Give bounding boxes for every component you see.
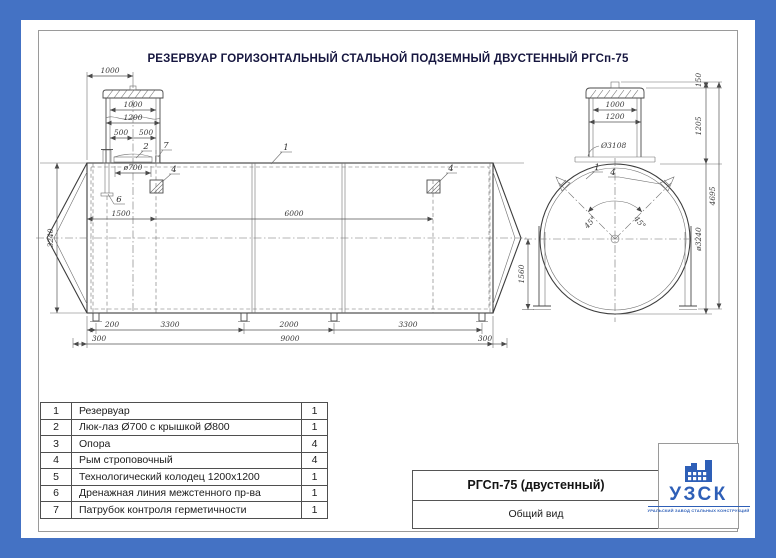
callout-end-rym: 4 (610, 168, 616, 178)
part-num: 7 (41, 502, 72, 519)
parts-table (40, 402, 328, 519)
part-name: Рым строповочный (72, 452, 302, 469)
callout-drain: 6 (116, 195, 122, 205)
dim-manhole-dia: ø700 (123, 163, 143, 172)
callout-manhole: 2 (143, 142, 149, 152)
part-name: Дренажная линия межстенного пр-ва (72, 485, 302, 502)
dim-cover-height: 150 (694, 72, 703, 88)
model-label: РГСп-75 (двустенный) (413, 471, 659, 501)
dim-total-height: 4695 (708, 186, 717, 206)
part-num: 4 (41, 452, 72, 469)
table-row (41, 452, 328, 469)
dim-rym-offset: 1500 (111, 209, 131, 218)
dim-support-offset: 200 (104, 320, 120, 329)
callout-rym-right: 4 (448, 164, 454, 174)
logo-subtitle: УРАЛЬСКИЙ ЗАВОД СТАЛЬНЫХ КОНСТРУКЦИЙ (648, 506, 750, 514)
part-qty: 1 (302, 403, 328, 420)
part-num: 5 (41, 469, 72, 486)
table-row (41, 502, 328, 519)
dim-end-well-outer: 1200 (605, 112, 625, 121)
table-row (41, 419, 328, 436)
dim-head-right: 300 (477, 334, 493, 343)
dim-support-mid: 2000 (279, 320, 299, 329)
logo-abbr: УЗСК (669, 483, 728, 505)
dim-shell-dia: ø3240 (694, 227, 703, 251)
part-name: Люк-лаз Ø700 с крышкой Ø800 (72, 419, 302, 436)
part-num: 6 (41, 485, 72, 502)
dim-angle-left: 45° (582, 214, 598, 231)
part-qty: 1 (302, 419, 328, 436)
callout-rym-left: 4 (171, 165, 177, 175)
callout-end-tank: 1 (594, 163, 600, 173)
dim-shell-length: 9000 (280, 334, 300, 343)
part-qty: 1 (302, 469, 328, 486)
part-qty: 4 (302, 436, 328, 453)
dim-support-height: 1560 (517, 264, 526, 284)
dim-well-inner: 1000 (123, 100, 143, 109)
company-logo (647, 443, 750, 529)
callout-control-pipe: 7 (163, 141, 169, 151)
part-qty: 1 (302, 502, 328, 519)
factory-icon (682, 459, 716, 484)
part-qty: 1 (302, 485, 328, 502)
dim-support-span2: 3300 (398, 320, 418, 329)
dim-support-span1: 3300 (160, 320, 180, 329)
dim-shell-height: 3240 (46, 228, 55, 248)
table-row (41, 403, 328, 420)
table-row (41, 485, 328, 502)
table-row (41, 436, 328, 453)
table-row (41, 469, 328, 486)
page-title: РЕЗЕРВУАР ГОРИЗОНТАЛЬНЫЙ СТАЛЬНОЙ ПОДЗЕМНЫЙ ДВУСТЕННЫЙ РГСп-75 (147, 53, 629, 65)
part-name: Патрубок контроля герметичности (72, 502, 302, 519)
part-name: Опора (72, 436, 302, 453)
part-qty: 4 (302, 452, 328, 469)
dim-half-left: 500 (113, 128, 129, 137)
dim-head-left: 300 (91, 334, 107, 343)
dim-half-right: 500 (138, 128, 154, 137)
part-num: 2 (41, 419, 72, 436)
part-name: Технологический колодец 1200х1200 (72, 469, 302, 486)
dim-well-outer: 1200 (123, 113, 143, 122)
dim-angle-right: 45° (632, 214, 648, 231)
title-block (412, 470, 660, 529)
sheet-page (21, 20, 755, 538)
dim-top-offset: 1000 (100, 66, 120, 75)
part-name: Резервуар (72, 403, 302, 420)
part-num: 1 (41, 403, 72, 420)
callout-tank: 1 (283, 143, 289, 153)
view-label: Общий вид (508, 508, 564, 520)
dim-well-height: 1205 (694, 116, 703, 136)
dim-inner-dia: Ø3108 (601, 141, 627, 150)
part-num: 3 (41, 436, 72, 453)
dim-end-well-inner: 1000 (605, 100, 625, 109)
dim-rym-spacing: 6000 (284, 209, 304, 218)
